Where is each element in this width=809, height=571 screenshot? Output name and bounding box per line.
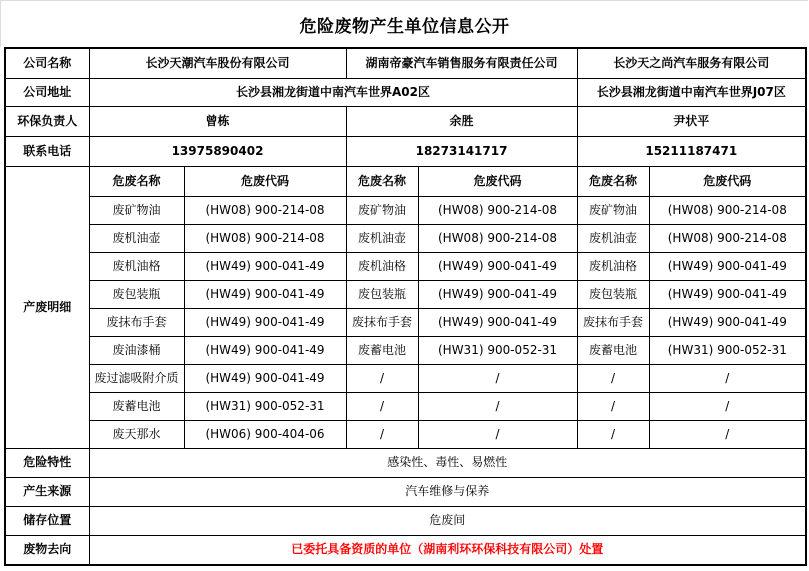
waste-name-c1: 废抹布手套 xyxy=(89,309,184,337)
waste-code-c1: (HW49) 900-041-49 xyxy=(184,309,346,337)
waste-name-c1: 废矿物油 xyxy=(89,197,184,225)
waste-code-c3: (HW08) 900-214-08 xyxy=(649,225,806,253)
waste-code-c3: (HW08) 900-214-08 xyxy=(649,197,806,225)
waste-name-c3: / xyxy=(577,421,649,449)
row-label-waste-detail: 产废明细 xyxy=(5,167,89,449)
phone-1: 13975890402 xyxy=(89,137,346,167)
waste-name-c3: 废抹布手套 xyxy=(577,309,649,337)
subheader-code-c2: 危废代码 xyxy=(418,167,577,197)
waste-code-c2: (HW49) 900-041-49 xyxy=(418,309,577,337)
row-source xyxy=(5,478,806,507)
address-company-3: 长沙县湘龙街道中南汽车世界J07区 xyxy=(577,79,806,107)
waste-code-c1: (HW31) 900-052-31 xyxy=(184,393,346,421)
phone-2: 18273141717 xyxy=(346,137,577,167)
row-label-destination: 废物去向 xyxy=(5,536,89,566)
waste-code-c3: (HW49) 900-041-49 xyxy=(649,281,806,309)
row-phone xyxy=(5,137,806,167)
waste-name-c3: 废机油格 xyxy=(577,253,649,281)
waste-name-c3: 废蓄电池 xyxy=(577,337,649,365)
waste-name-c1: 废天那水 xyxy=(89,421,184,449)
waste-code-c2: (HW49) 900-041-49 xyxy=(418,281,577,309)
waste-name-c2: 废包装瓶 xyxy=(346,281,418,309)
row-label-storage: 储存位置 xyxy=(5,507,89,536)
waste-name-c3: 废机油壶 xyxy=(577,225,649,253)
company-3-name: 长沙天之尚汽车服务有限公司 xyxy=(577,48,806,79)
row-label-company-address: 公司地址 xyxy=(5,79,89,107)
waste-code-c2: (HW31) 900-052-31 xyxy=(418,337,577,365)
row-storage xyxy=(5,507,806,536)
title-row xyxy=(0,0,808,47)
company-2-name: 湖南帝豪汽车销售服务有限责任公司 xyxy=(346,48,577,79)
waste-row-9 xyxy=(5,421,806,449)
subheader-name-c3: 危废名称 xyxy=(577,167,649,197)
waste-row-8 xyxy=(5,393,806,421)
waste-code-c2: / xyxy=(418,393,577,421)
row-waste-subheader xyxy=(5,167,806,197)
waste-name-c2: 废蓄电池 xyxy=(346,337,418,365)
row-company-address xyxy=(5,79,806,107)
waste-code-c1: (HW08) 900-214-08 xyxy=(184,197,346,225)
waste-row-5 xyxy=(5,309,806,337)
row-label-phone: 联系电话 xyxy=(5,137,89,167)
subheader-name-c1: 危废名称 xyxy=(89,167,184,197)
env-manager-1: 曾栋 xyxy=(89,107,346,137)
waste-name-c3: 废包装瓶 xyxy=(577,281,649,309)
waste-code-c3: / xyxy=(649,393,806,421)
waste-code-c1: (HW49) 900-041-49 xyxy=(184,281,346,309)
subheader-name-c2: 危废名称 xyxy=(346,167,418,197)
waste-code-c2: (HW08) 900-214-08 xyxy=(418,197,577,225)
waste-name-c1: 废机油壶 xyxy=(89,225,184,253)
source-value: 汽车维修与保养 xyxy=(89,478,806,507)
waste-name-c3: / xyxy=(577,393,649,421)
row-label-company-name: 公司名称 xyxy=(5,48,89,79)
waste-row-6 xyxy=(5,337,806,365)
waste-name-c2: 废机油壶 xyxy=(346,225,418,253)
waste-name-c2: 废机油格 xyxy=(346,253,418,281)
row-label-source: 产生来源 xyxy=(5,478,89,507)
destination-value: 已委托具备资质的单位（湖南利环环保科技有限公司）处置 xyxy=(89,536,806,566)
waste-name-c3: 废矿物油 xyxy=(577,197,649,225)
waste-row-3 xyxy=(5,253,806,281)
hazardous-waste-table xyxy=(4,47,807,566)
waste-code-c1: (HW49) 900-041-49 xyxy=(184,337,346,365)
waste-code-c3: / xyxy=(649,421,806,449)
row-env-manager xyxy=(5,107,806,137)
waste-name-c3: / xyxy=(577,365,649,393)
waste-code-c2: / xyxy=(418,421,577,449)
waste-name-c2: / xyxy=(346,393,418,421)
waste-name-c1: 废过滤吸附介质 xyxy=(89,365,184,393)
waste-name-c2: / xyxy=(346,365,418,393)
waste-code-c3: (HW49) 900-041-49 xyxy=(649,253,806,281)
waste-name-c1: 废包装瓶 xyxy=(89,281,184,309)
waste-code-c3: (HW49) 900-041-49 xyxy=(649,309,806,337)
row-label-hazard: 危险特性 xyxy=(5,449,89,478)
waste-code-c3: / xyxy=(649,365,806,393)
waste-code-c3: (HW31) 900-052-31 xyxy=(649,337,806,365)
waste-row-2 xyxy=(5,225,806,253)
waste-name-c2: / xyxy=(346,421,418,449)
subheader-code-c3: 危废代码 xyxy=(649,167,806,197)
row-destination xyxy=(5,536,806,566)
waste-row-7 xyxy=(5,365,806,393)
waste-code-c1: (HW49) 900-041-49 xyxy=(184,365,346,393)
waste-name-c2: 废矿物油 xyxy=(346,197,418,225)
waste-row-4 xyxy=(5,281,806,309)
env-manager-3: 尹状平 xyxy=(577,107,806,137)
waste-code-c1: (HW06) 900-404-06 xyxy=(184,421,346,449)
waste-name-c1: 废油漆桶 xyxy=(89,337,184,365)
storage-value: 危废间 xyxy=(89,507,806,536)
address-companies-1-2: 长沙县湘龙街道中南汽车世界A02区 xyxy=(89,79,577,107)
subheader-code-c1: 危废代码 xyxy=(184,167,346,197)
waste-name-c1: 废蓄电池 xyxy=(89,393,184,421)
row-hazard xyxy=(5,449,806,478)
env-manager-2: 余胜 xyxy=(346,107,577,137)
page-title: 危险废物产生单位信息公开 xyxy=(299,16,510,37)
waste-name-c1: 废机油格 xyxy=(89,253,184,281)
waste-code-c2: (HW49) 900-041-49 xyxy=(418,253,577,281)
waste-row-1 xyxy=(5,197,806,225)
waste-code-c2: / xyxy=(418,365,577,393)
waste-code-c2: (HW08) 900-214-08 xyxy=(418,225,577,253)
phone-3: 15211187471 xyxy=(577,137,806,167)
row-company-name xyxy=(5,48,806,79)
waste-name-c2: 废抹布手套 xyxy=(346,309,418,337)
waste-code-c1: (HW08) 900-214-08 xyxy=(184,225,346,253)
hazard-value: 感染性、毒性、易燃性 xyxy=(89,449,806,478)
row-label-env-manager: 环保负责人 xyxy=(5,107,89,137)
company-1-name: 长沙天潮汽车股份有限公司 xyxy=(89,48,346,79)
waste-code-c1: (HW49) 900-041-49 xyxy=(184,253,346,281)
